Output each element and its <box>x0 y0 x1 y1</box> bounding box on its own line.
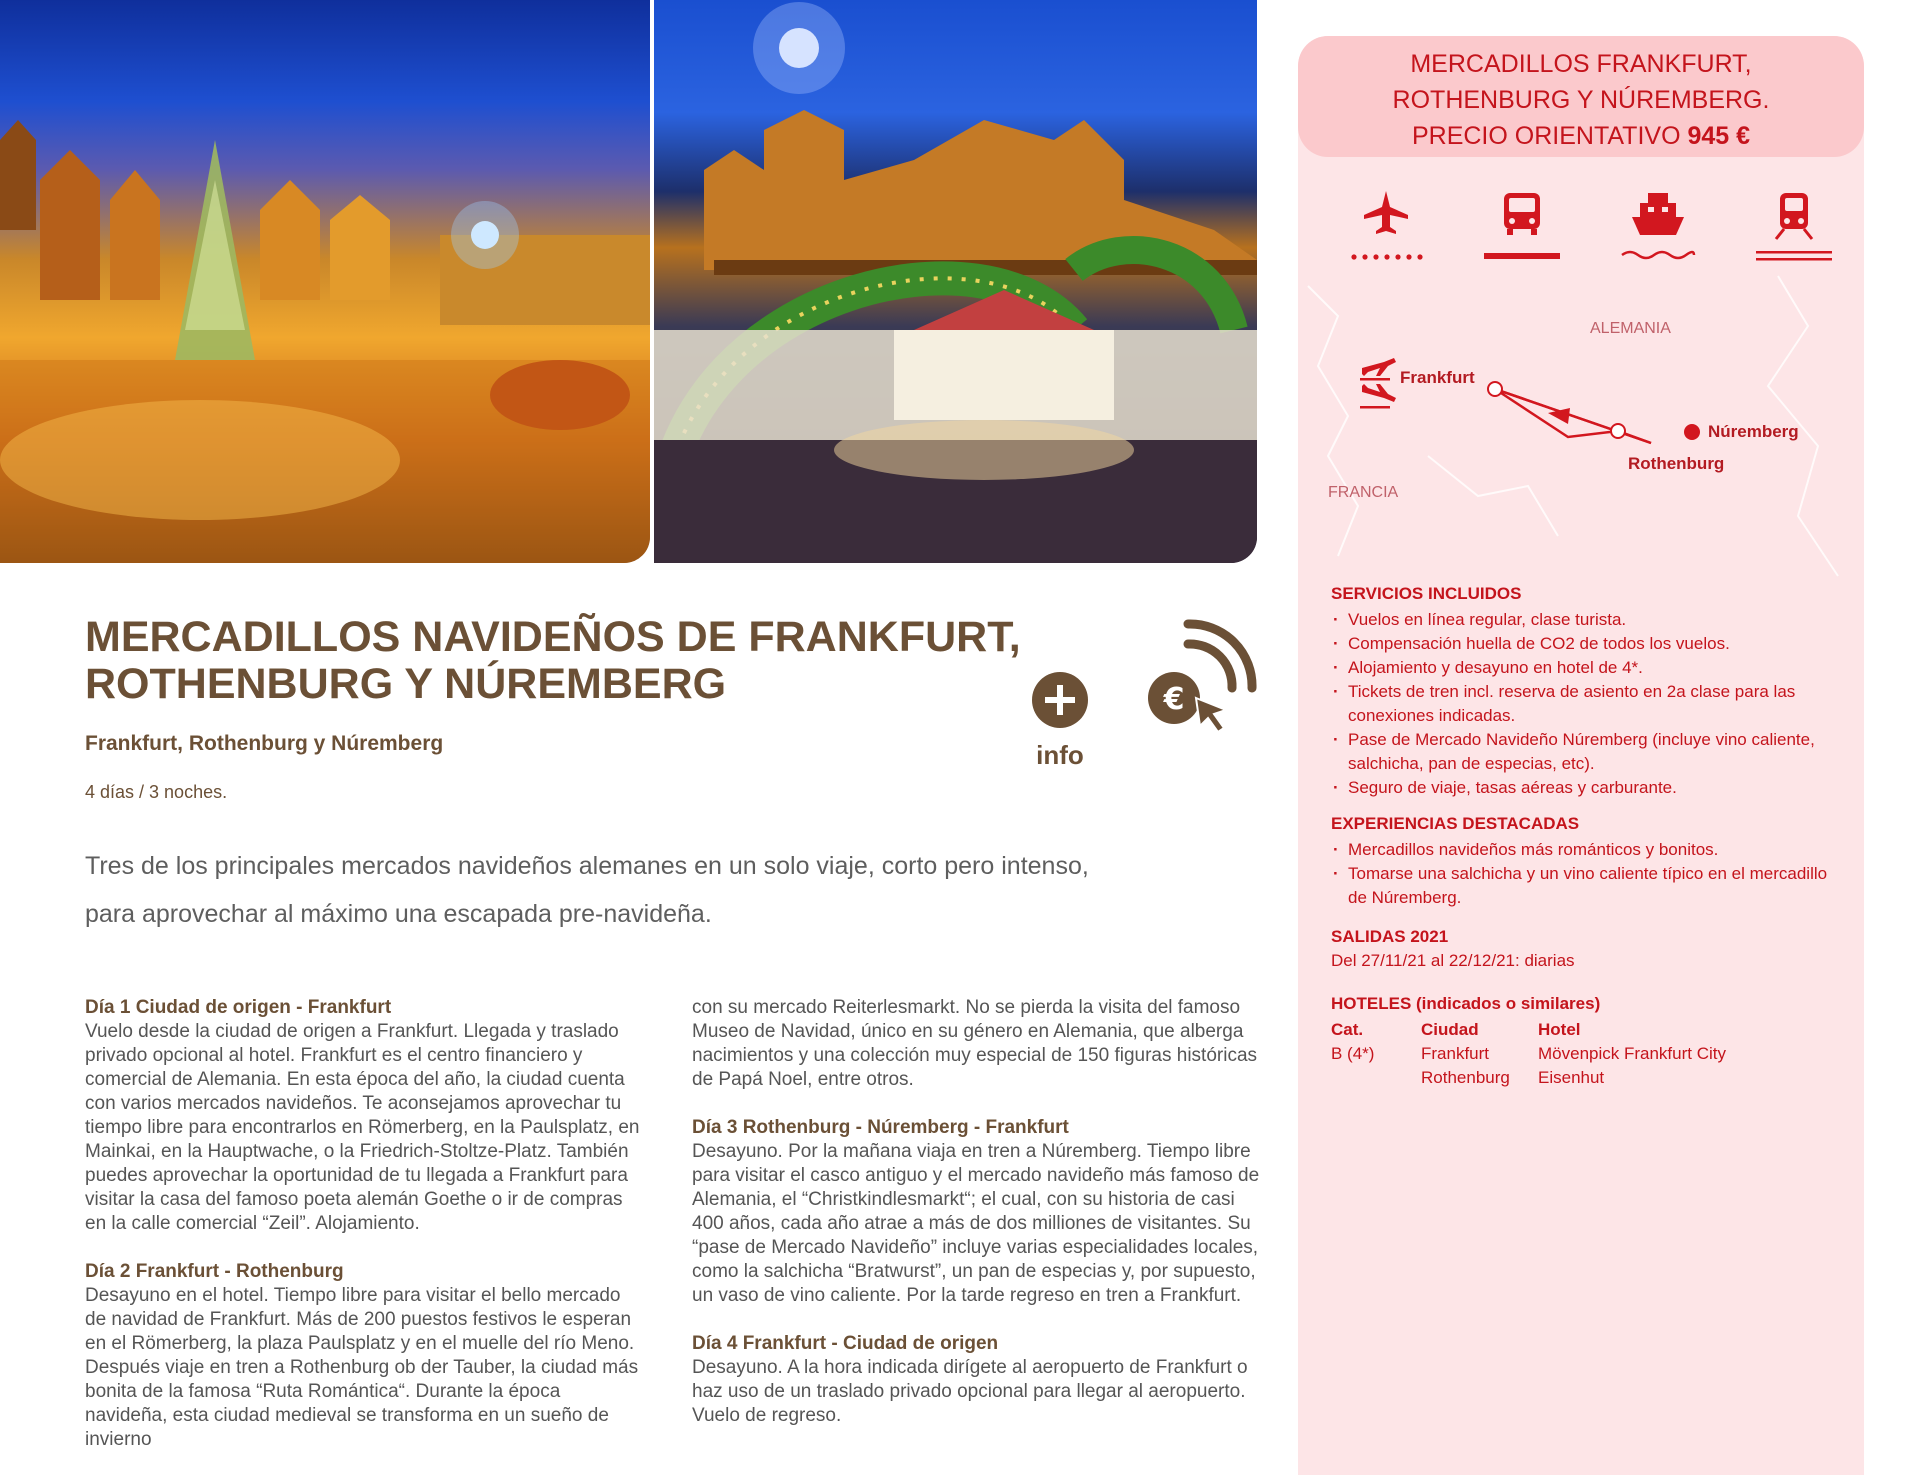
map-label-france: FRANCIA <box>1328 484 1399 501</box>
day-text: Desayuno. A la hora indicada dirígete al aeropuerto de Frankfurt o haz uso de un traslado privado opcional para llegar al aeropuerto. Vuelo de regreso. <box>692 1357 1248 1426</box>
day-title: Día 2 Frankfurt - Rothenburg <box>85 1261 344 1282</box>
plus-circle-icon <box>1030 670 1090 730</box>
experiences-title: EXPERIENCIAS DESTACADAS <box>1331 814 1580 833</box>
day-text: Vuelo desde la ciudad de origen a Frankfurt. Llegada y traslado privado opcional al hotel. Frankfurt es el centro financiero y comercial de Alemania. En esta época del año, la ciudad cuenta con varios mercados navideños. Te aconsejamos aprovechar tu tiempo libre para encontrarlos en Römerberg, en la Paulsplatz, en Mainkai, en la Hauptwache, o la Friedrich-Stoltze-Platz. También puedes aprovechar la oportunidad de tu llegada a Frankfurt para visitar la casa del famoso poeta alemán Goethe o ir de compras en la calle comercial “Zeil”. Alojamiento. <box>85 1021 640 1234</box>
list-item: · Pase de Mercado Navideño Núremberg (incluye vino caliente, salchicha, pan de especias, etc). <box>1331 728 1841 776</box>
day-title: Día 1 Ciudad de origen - Frankfurt <box>85 997 392 1018</box>
price-value: 945 € <box>1687 122 1751 150</box>
itinerary-day <box>692 1116 1262 1308</box>
list-item: · Tickets de tren incl. reserva de asiento en 2a clase para las conexiones indicadas. <box>1331 680 1841 728</box>
map-city-frankfurt: Frankfurt <box>1400 368 1475 387</box>
list-item: · Vuelos en línea regular, clase turista. <box>1331 608 1841 632</box>
departures-text: Del 27/11/21 al 22/12/21: diarias <box>1331 951 1575 970</box>
page-title-line: MERCADILLOS NAVIDEÑOS DE FRANKFURT, <box>85 613 1021 661</box>
page-title-line: ROTHENBURG Y NÚREMBERG <box>85 660 727 708</box>
list-item: · Compensación huella de CO2 de todos los vuelos. <box>1331 632 1841 656</box>
table-cell-hotel: Eisenhut <box>1538 1068 1605 1087</box>
table-row <box>1331 1042 1788 1066</box>
itinerary-column-left <box>85 996 645 1476</box>
price-header <box>1298 36 1864 157</box>
table-cell-city: Frankfurt <box>1421 1044 1490 1063</box>
info-label: info <box>1036 740 1084 770</box>
itinerary-day <box>85 996 645 1236</box>
itinerary-day-continuation <box>692 996 1262 1092</box>
online-price-button[interactable] <box>1148 618 1260 738</box>
itinerary-day <box>85 1260 645 1452</box>
price-title-line: ROTHENBURG Y NÚREMBERG. <box>1392 86 1770 114</box>
table-header-row <box>1331 1018 1788 1042</box>
table-cell-city: Rothenburg <box>1421 1068 1510 1087</box>
list-item: · Alojamiento y desayuno en hotel de 4*. <box>1331 656 1841 680</box>
trip-summary-panel <box>1298 36 1864 1475</box>
services-title: SERVICIOS INCLUIDOS <box>1331 584 1522 603</box>
table-row <box>1331 1066 1788 1090</box>
euro-click-icon <box>1148 618 1260 738</box>
table-header-cat: Cat. <box>1331 1020 1364 1039</box>
page-title <box>85 614 1045 708</box>
intro-text <box>85 842 1185 938</box>
list-item: · Seguro de viaje, tasas aéreas y carburante. <box>1331 776 1841 800</box>
list-item: · Tomarse una salchicha y un vino caliente típico en el mercadillo de Núremberg. <box>1331 862 1841 910</box>
intro-line: Tres de los principales mercados navideños alemanes en un solo viaje, corto pero intenso, <box>85 852 1089 880</box>
map-city-nuremberg: Núremberg <box>1708 422 1799 441</box>
day-title: Día 3 Rothenburg - Núremberg - Frankfurt <box>692 1117 1069 1138</box>
frankfurt-christmas-market-photo <box>0 0 650 563</box>
price-title <box>1298 46 1864 154</box>
price-title-line: MERCADILLOS FRANKFURT, <box>1410 50 1752 78</box>
itinerary-column-right <box>692 996 1262 1452</box>
day-title: Día 4 Frankfurt - Ciudad de origen <box>692 1333 999 1354</box>
trip-duration: 4 días / 3 noches. <box>85 782 228 802</box>
page-subtitle: Frankfurt, Rothenburg y Núremberg <box>85 732 444 755</box>
map-label-germany: ALEMANIA <box>1590 320 1671 337</box>
info-button[interactable] <box>1030 670 1090 780</box>
table-cell-cat <box>1331 1066 1421 1090</box>
day-text: Desayuno en el hotel. Tiempo libre para visitar el bello mercado de navidad de Frankfurt. Más de 200 puestos festivos le esperan en el Römerberg, la plaza Paulsplatz y en el muelle del río Meno. Después viaje en tren a Rothenburg ob der Tauber, la ciudad más bonita de la famosa “Ruta Romántica“. Durante la época navideña, esta ciudad medieval se transforma en un sueño de invierno <box>85 1285 639 1450</box>
hotels-table <box>1331 1018 1788 1090</box>
departures-title: SALIDAS 2021 <box>1331 927 1449 946</box>
svg-text:€: € <box>1163 682 1185 717</box>
day-text: Desayuno. Por la mañana viaja en tren a Núremberg. Tiempo libre para visitar el casco antiguo y el mercado navideño más famoso de Alemania, el “Christkindlesmarkt“; el cual, con su historia de casi 400 años, cada año atrae a más de dos milliones de visitantes. Su “pase de Mercado Navideño” incluye varias especialidades locales, como la salchicha “Bratwurst”, un pan de especias y, por supuesto, un vaso de vino caliente. Por la tarde regreso en tren a Frankfurt. <box>692 1141 1260 1306</box>
hotels-title: HOTELES (indicados o similares) <box>1331 994 1601 1013</box>
table-cell-hotel: Mövenpick Frankfurt City <box>1538 1044 1726 1063</box>
flight-departure-arrival-icon <box>1358 352 1398 412</box>
table-header-city: Ciudad <box>1421 1020 1479 1039</box>
itinerary-day <box>692 1332 1262 1428</box>
list-item: · Mercadillos navideños más románticos y bonitos. <box>1331 838 1841 862</box>
table-header-hotel: Hotel <box>1538 1020 1581 1039</box>
map-city-rothenburg: Rothenburg <box>1628 454 1725 473</box>
services-list <box>1331 608 1841 800</box>
intro-line: para aprovechar al máximo una escapada pre-navideña. <box>85 900 712 928</box>
heidelberg-castle-market-photo <box>654 0 1257 563</box>
experiences-list <box>1331 838 1841 910</box>
table-cell-cat: B (4*) <box>1331 1044 1375 1063</box>
day-text: con su mercado Reiterlesmarkt. No se pierda la visita del famoso Museo de Navidad, único en su género en Alemania, que alberga nacimientos y una colección muy especial de 150 figuras históricas de Papá Noel, entre otros. <box>692 997 1258 1090</box>
price-label: PRECIO ORIENTATIVO <box>1411 122 1681 150</box>
